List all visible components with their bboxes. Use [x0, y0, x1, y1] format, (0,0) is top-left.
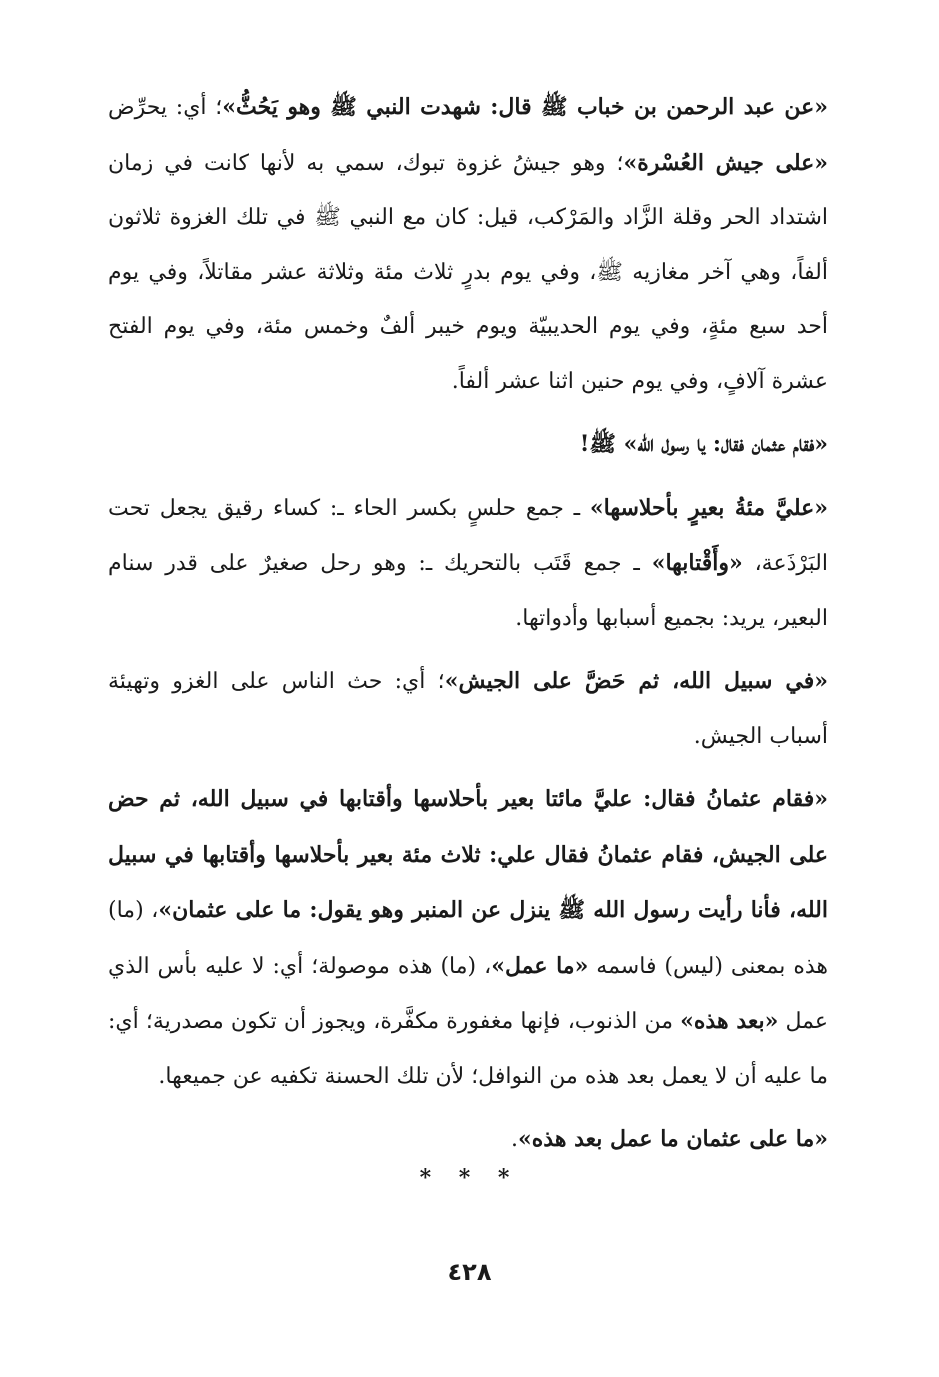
commentary-text: .: [511, 1127, 518, 1152]
hadith-text: «بعد هذه»: [680, 1008, 779, 1034]
commentary-text: من الذنوب، فإنها مغفورة مكفَّرة، ويجوز أن تكون مصدرية؛ أي: ما عليه أن لا يعمل بعد هذه من النوافل؛ لأن تلك الحسنة تكفيه عن جميعها.: [108, 1009, 828, 1089]
commentary-text: ؛ أي: حث الناس على الغزو وتهيئة أسباب الجيش.: [108, 669, 828, 749]
paragraph-hundred-camels: [108, 481, 828, 647]
hadith-text: «وأَقْتابها»: [651, 550, 743, 576]
hadith-text: «عليَّ مئةُ بعيرٍ بأحلاسها»: [589, 494, 828, 521]
section-separator: * * *: [419, 1165, 520, 1191]
commentary-text: ـ جمع حلسٍ بكسر الحاء ـ: كساء رقيق يجعل تحت البَرْذَعة،: [108, 495, 828, 576]
commentary-text: ـ جمع قَتَب بالتحريك ـ: وهو رحل صغيرٌ على قدر سنام البعير، يريد: بجميع أسبابها وأدواتها.: [108, 551, 828, 631]
commentary-text: ؛ وهو جيشُ غزوة تبوك، سمي به لأنها كانت في زمان اشتداد الحر وقلة الزَّاد والمَرْكب، قيل: كان مع النبي ﷺ في تلك الغزوة ثلاثون ألفاً، وهي آخر مغازيه ﷺ، وفي يوم بدرٍ ثلاث مئة وثلاثة عشر مقاتلاً، وفي يوم أحد سبع مئةٍ، وفي يوم الحديبيّة ويوم خيبر ألفٌ وخمس مئة، وفي يوم الفتح عشرة آلافٍ، وفي يوم حنين اثنا عشر ألفاً.: [108, 150, 828, 394]
paragraph-in-the-way-of-allah: [108, 654, 828, 764]
hadith-text: «عن عبد الرحمن بن خباب ﷺ قال: شهدت النبي ﷺ وهو يَحُثُّ»: [222, 94, 828, 120]
paragraph-uthman-two-hundred: [108, 772, 828, 1104]
page-body: [108, 80, 828, 1168]
commentary-text: ، (ما) هذه موصولة؛ أي: لا عليه بأس الذي عمل: [108, 953, 828, 1034]
paragraph-hadith-intro: [108, 80, 828, 409]
hadith-text: «فقام عثمان فقال: يا رسول الله» ﷺ!: [579, 431, 828, 457]
hadith-text: «ما على عثمان ما عمل بعد هذه»: [518, 1126, 828, 1152]
paragraph-uthman-stood: [108, 417, 828, 473]
hadith-text: «في سبيل الله، ثم حَضَّ على الجيش»: [444, 668, 828, 694]
commentary-text: ، (ما) هذه بمعنى (ليس) فاسمه: [108, 898, 828, 979]
hadith-text: «ما عمل»: [491, 952, 589, 979]
hadith-text: «فقام عثمانُ فقال: عليَّ مائتا بعير بأحلاسها وأقتابها في سبيل الله، ثم حض على الجيش، فقام عثمانُ فقال علي: ثلاث مئة بعير بأحلاسها وأقتابها في سبيل الله، فأنا رأيت رسول الله ﷺ ينزل عن المنبر وهو يقول: ما على عثمان»: [108, 786, 828, 923]
commentary-text: ؛ أي: يحرِّض: [108, 95, 223, 120]
page-number: ٤٢٨: [447, 1258, 492, 1286]
paragraph-closing-hadith: [108, 1112, 828, 1168]
hadith-text: «على جيش العُسْرة»: [623, 149, 828, 176]
